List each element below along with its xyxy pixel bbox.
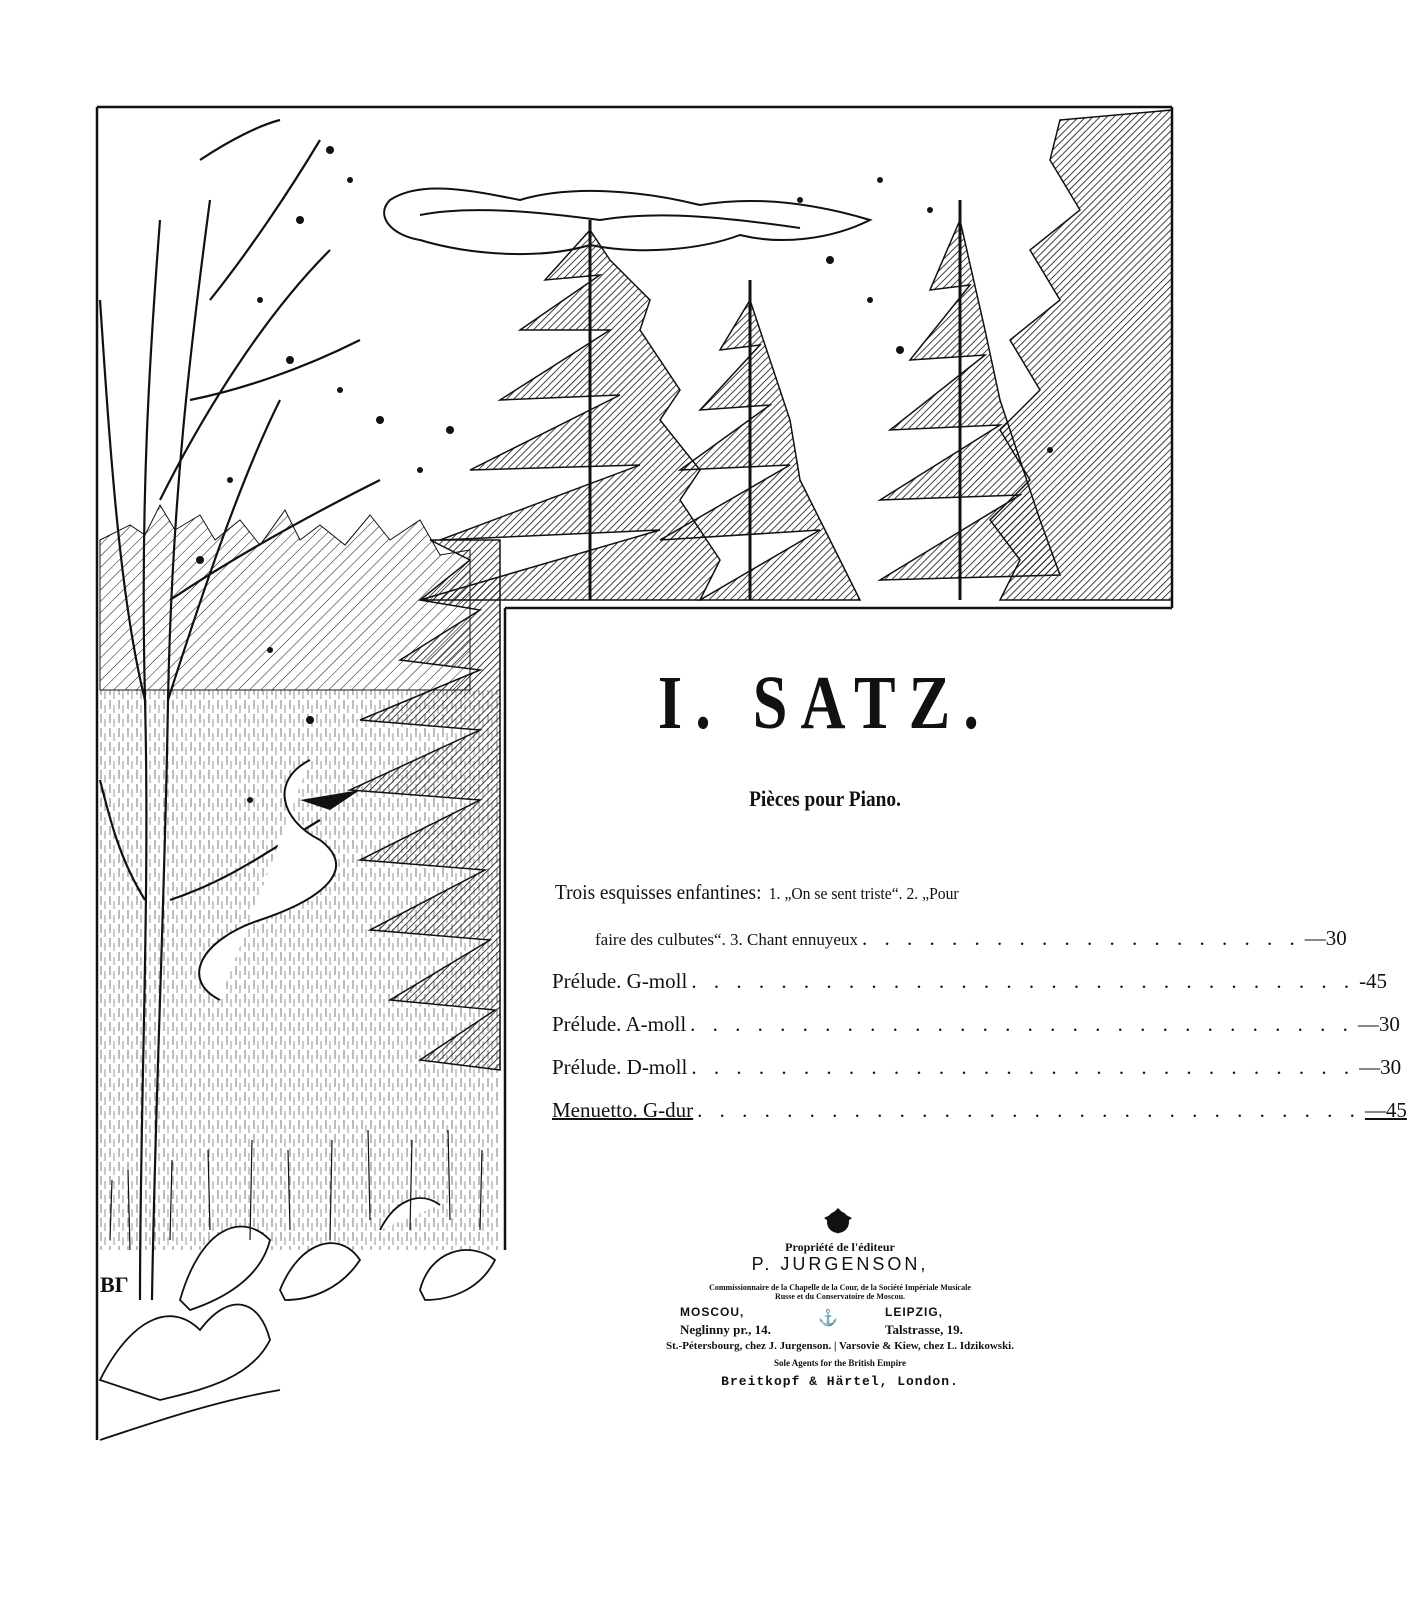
contents-price: —30 <box>1304 926 1347 950</box>
contents-title: Trois esquisses enfantines: <box>555 880 762 904</box>
publisher-propriete: Propriété de l'éditeur <box>785 1240 895 1254</box>
contents-line <box>552 1098 1407 1123</box>
city-leipzig: LEIPZIG, <box>885 1305 944 1319</box>
page-subtitle: Pièces pour Piano. <box>749 786 901 811</box>
imperial-eagle-emblem <box>824 1208 852 1234</box>
page-title: I. SATZ. <box>657 661 993 745</box>
dot-leader: . . . . . . . . . . . . . . . . . . . . . . . . . . . . . . <box>691 1055 1356 1079</box>
contents-subtitle: 1. „On se sent triste“. 2. „Pour <box>768 884 959 903</box>
address-moscow: Neglinny pr., 14. <box>680 1322 771 1337</box>
city-moscow: MOSCOU, <box>680 1305 745 1319</box>
artist-monogram: BΓ <box>100 1272 129 1297</box>
publisher-agents: Sole Agents for the British Empire <box>774 1358 906 1368</box>
publisher-agent-name: Breitkopf & Härtel, London. <box>721 1374 959 1389</box>
publisher-name: P. JURGENSON, <box>751 1254 929 1274</box>
address-leipzig: Talstrasse, 19. <box>885 1322 963 1337</box>
publisher-credentials: Russe et du Conservatoire de Moscou. <box>774 1292 906 1301</box>
dot-leader: . . . . . . . . . . . . . . . . . . . . . . . . . . . . . . <box>690 1012 1354 1036</box>
contents-title: Prélude. D-moll <box>552 1055 688 1079</box>
publisher-branches: St.-Pétersbourg, chez J. Jurgenson. | Varsovie & Kiew, chez L. Idzikowski. <box>666 1340 1014 1352</box>
contents-price: —30 <box>1357 1012 1400 1036</box>
contents-title: Menuetto. G-dur <box>552 1098 694 1122</box>
contents-line <box>552 969 1388 994</box>
contents-line <box>555 880 1070 905</box>
contents-price: —45 <box>1364 1098 1407 1122</box>
contents-title: Prélude. A-moll <box>552 1012 687 1036</box>
contents-line <box>595 926 1347 951</box>
dot-leader: . . . . . . . . . . . . . . . . . . . . . . . . . . . . . . <box>691 969 1356 993</box>
clouds <box>384 188 870 254</box>
contents-subtitle: faire des culbutes“. 3. Chant ennuyeux <box>595 930 858 949</box>
contents-line <box>552 1055 1402 1080</box>
contents-line <box>552 1012 1400 1037</box>
contents-title: Prélude. G-moll <box>552 969 688 993</box>
publisher-credentials: Commissionnaire de la Chapelle de la Cour, de la Société Impériale Musicale <box>709 1283 971 1292</box>
forest-corner <box>990 110 1172 600</box>
contents-price: -45 <box>1359 969 1388 993</box>
contents-price: —30 <box>1359 1055 1402 1079</box>
dot-leader: . . . . . . . . . . . . . . . . . . . . <box>861 926 1301 950</box>
anchor-ornament-icon: ⚓ <box>818 1310 838 1327</box>
dot-leader: . . . . . . . . . . . . . . . . . . . . . . . . . . . . . . <box>697 1098 1361 1122</box>
